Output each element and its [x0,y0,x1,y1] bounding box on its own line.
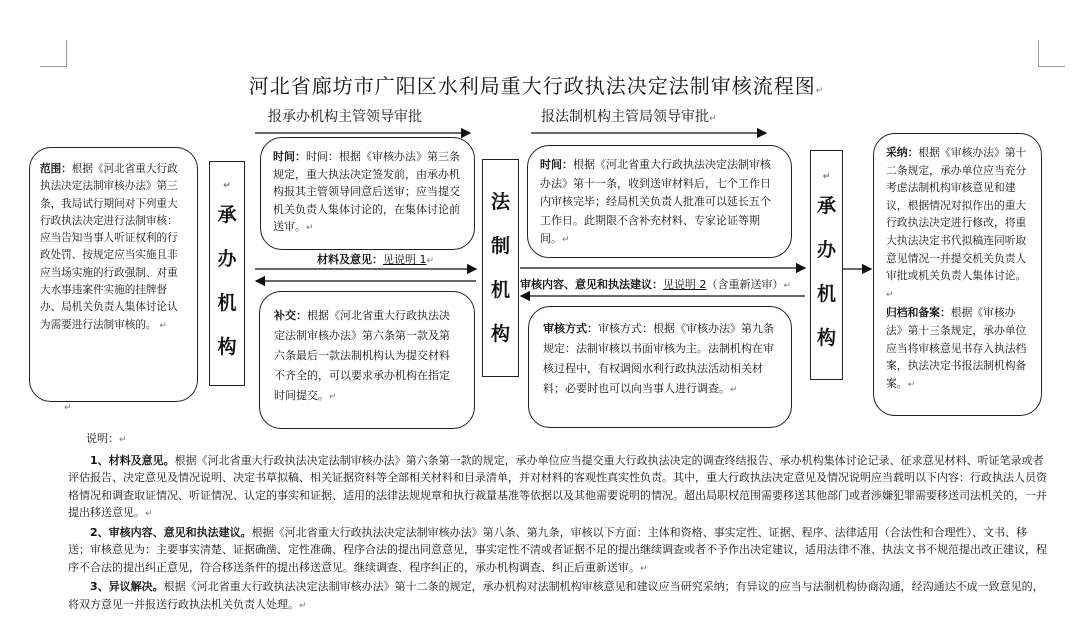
materials-label: 材料及意见：见说明 1↵ [317,253,435,266]
notes-heading: 说明：↵ [86,432,127,445]
note-2-link[interactable]: 见说明 2 [663,278,707,291]
note-2: 2、审核内容、意见和执法建议。根据《河北省重大行政执法决定法制审核办法》第八条、第九条，审核以下方面：主体和资格、事实定性、证据、程序、法律适用（合法性和合理性）、文书、移送；审核意见为：主要事实清楚、证据确凿、定性准确、程序合法的提出同意意见，事实定性不清或者证据不足的提出继续调查或者不予作出决定建议，适用法律不准、执法文书不规范提出改正建议，程序不合法的提出纠正意见，符合移送条件的提出移送意见。继续调查、程序纠正的，承办机构调查、纠正后重新送审。↵ [68,525,1047,574]
header-right: 报法制机构主管局领导审批↵ [541,109,717,125]
legal-agency-column: 法 制 机 构 [482,159,519,377]
scope-box: 范围：根据《河北省重大行政执法决定法制审核办法》第三条，我局试行期间对下列重大行政执法决定进行法制审核：应当告知当事人听证权利的行政处罚、按规定应当实施且非应当场实施的行政强制、对重大水事违案件实施的挂牌督办、局机关负责人集体讨论认为需要进行法制审核的。 ↵ [29,147,198,402]
undertaking-agency-column-left: ↵ 承 办 机 构 [209,161,245,386]
review-method-box: 审核方式：审核方式：根据《审核办法》第九条规定：法制审核以书面审核为主。法制机构在审核过程中，有权调阅水利行政执法活动相关材料；必要时也可以向当事人进行调查。↵ [528,306,792,428]
note-1: 1、材料及意见。根据《河北省重大行政执法决定法制审核办法》第六条第一款的规定，承办单位应当提交重大行政执法决定的调查终结报告、承办机构集体讨论记录、征求意见材料、听证笔录或者评估报告、决定意见及情况说明、决定书草拟稿、相关证据资料等全部相关材料和目录清单，并对材料的客观性真实性负责。其中，重大行政执法决定意见及情况说明应当载明以下内容：行政执法人员资格情况和调查取证情况、听证情况、认定的事实和证据、适用的法律法规规章和执行裁量基准等依据以及其他需要说明的情况。超出局职权范围需要移送其他部门或者涉嫌犯罪需要移送司法机关的，一并提出移送意见。↵ [68,453,1047,519]
header-left: 报承办机构主管领导审批 [268,109,422,125]
page-title: 河北省廊坊市广阳区水利局重大行政执法决定法制审核流程图↵ [248,74,825,98]
notes-section [68,430,1048,615]
adopt-archive-box: 采纳：根据《审核办法》第十二条规定，承办单位应当充分考虑法制机构审核意见和建议，根据情况对拟作出的重大行政执法决定进行修改，将重大执法决定书代拟稿连同听取意见情况一并提交机关负责人审批或机关负责人集体讨论。↵ 归档和备案：根据《审核办法》第十三条规定，承办单位应当将审核意见书存入执法档案，执法决定书报法制机构备案。↵ [873,133,1042,416]
review-label: 审核内容、意见和执法建议：见说明 2（含重新送审）↵ [520,278,792,291]
undertaking-agency-column-right: ↵ 承 办 机 构 [810,150,843,380]
note-1-link[interactable]: 见说明 1 [383,253,427,266]
note-3: 3、异议解决。根据《河北省重大行政执法决定法制审核办法》第十二条的规定，承办机构对法制机构审核意见和建议应当研究采纳；有异议的应当与法制机构协商沟通，经沟通达不成一致意见的，将双方意见一并报送行政执法机关负责人处理。↵ [68,580,1044,611]
supplement-box: 补交：根据《河北省重大行政执法决定法制审核办法》第六条第一款及第六条最后一款法制机构认为提交材料不齐全的，可以要求承办机构在指定时间提交。↵ [259,291,475,429]
time-box-undertaking: 时间：时间：根据《审核办法》第三条规定，重大执法决定签发前，由承办机构报其主管领导同意后送审；应当提交机关负责人集体讨论的，在集体讨论前送审。↵ [260,137,475,250]
time-box-legal: 时间：根据《河北省重大行政执法决定法制审核办法》第十一条，收到送审材料后，七个工作日内审核完毕；经局机关负责人批准可以延长五个工作日。此期限不含补充材料、专家论证等期间。↵ [527,145,792,258]
